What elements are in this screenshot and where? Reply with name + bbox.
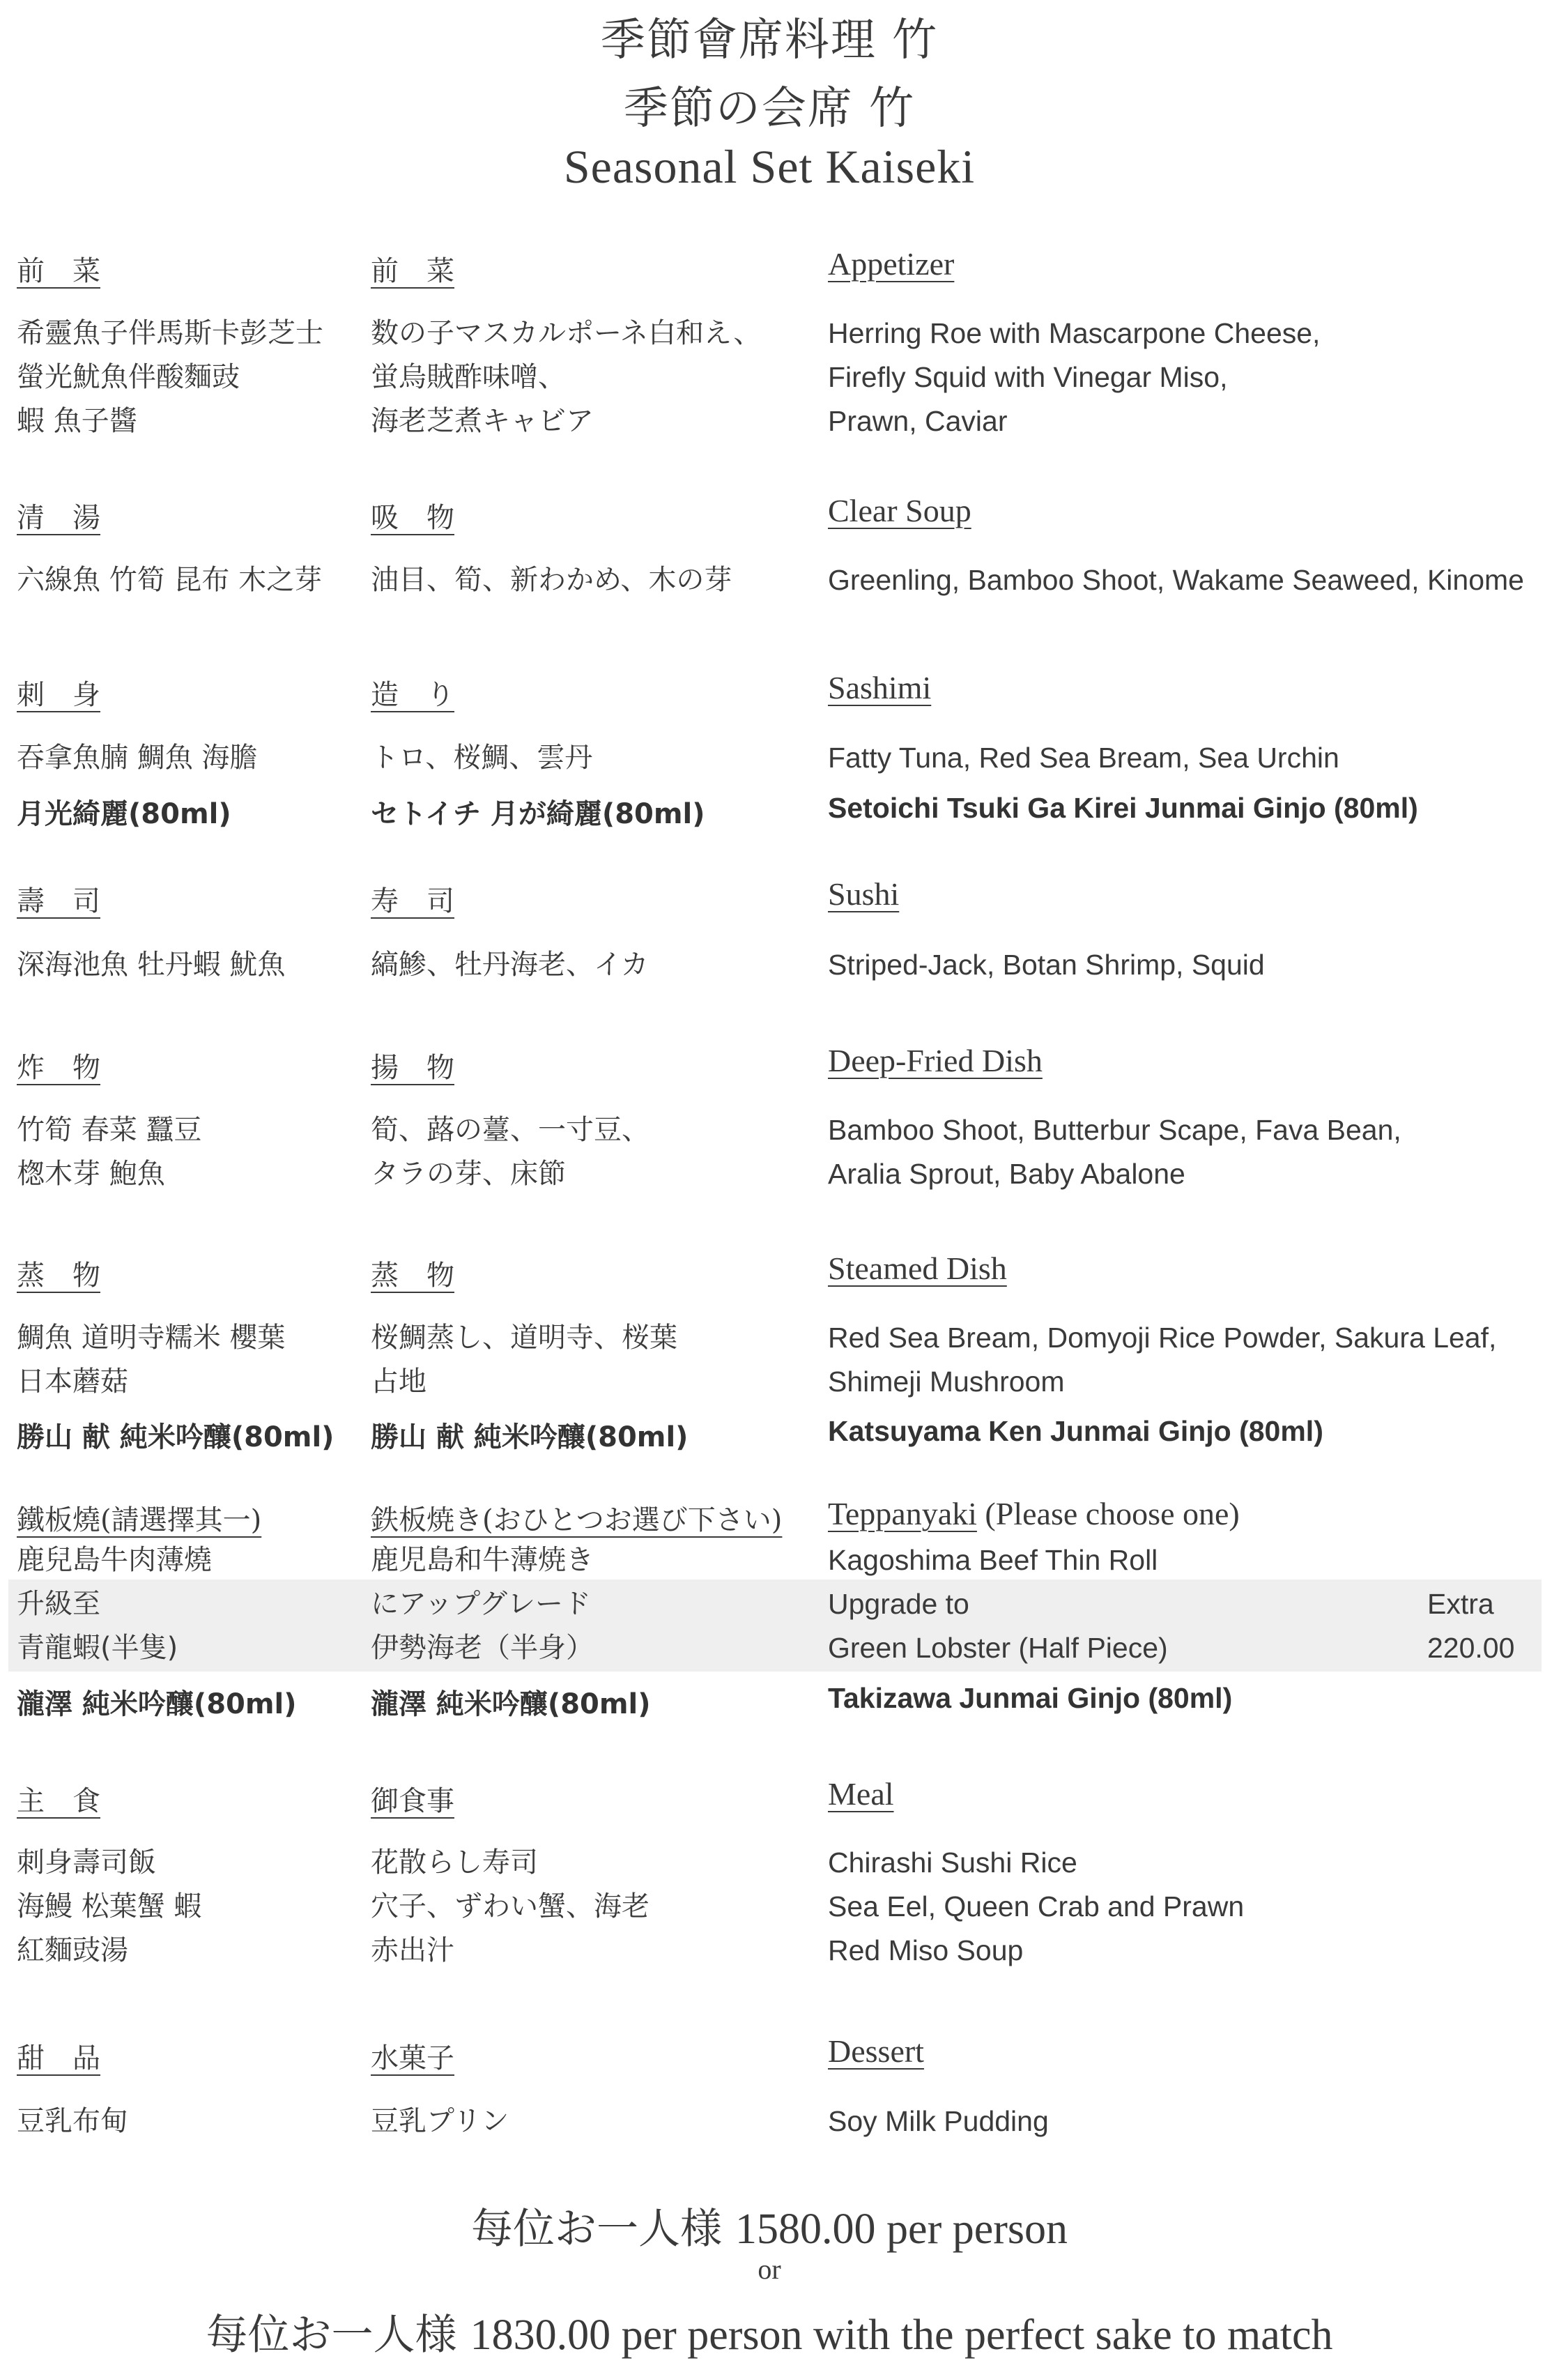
meal-heading-ja: 御食事	[371, 1785, 454, 1817]
meal-items-en: Chirashi Sushi Rice Sea Eel, Queen Crab and Prawn Red Miso Soup	[828, 1846, 1245, 1966]
upgrade-highlight-band	[8, 1580, 1542, 1672]
teppanyaki-upgrade-zh: 升級至 青龍蝦(半隻)	[17, 1588, 178, 1664]
steamed-heading-en: Steamed Dish	[828, 1251, 1007, 1286]
appetizer-heading-en: Appetizer	[828, 246, 955, 282]
sashimi-heading-zh: 刺 身	[17, 679, 100, 711]
price-or-separator: or	[758, 2254, 781, 2285]
title-japanese: 季節の会席 竹	[623, 83, 916, 135]
appetizer-items-zh: 希靈魚子伴馬斯卡彭芝士 螢光魷魚伴酸麵豉 蝦 魚子醬	[17, 317, 323, 437]
soup-heading-ja: 吸 物	[371, 502, 454, 534]
steamed-sake-ja: 勝山 献 純米吟釀(80ml)	[371, 1421, 689, 1453]
teppanyaki-heading-en	[828, 1495, 1240, 1532]
price-sake-label: 每位お一人様	[206, 2311, 470, 2360]
teppanyaki-heading-ja-title: 鉄板焼き	[371, 1504, 482, 1536]
soup-heading-en: Clear Soup	[828, 493, 971, 528]
appetizer-heading-zh: 前 菜	[17, 255, 100, 287]
dessert-items-zh: 豆乳布甸	[17, 2105, 128, 2137]
price-line-sake-pairing	[0, 2302, 1539, 2362]
steamed-items-ja: 桜鯛蒸し、道明寺、桜葉 占地	[371, 1322, 677, 1398]
steamed-heading-zh: 蒸 物	[17, 1260, 100, 1292]
dessert-items-ja: 豆乳プリン	[371, 2105, 509, 2137]
teppanyaki-sake-ja: 瀧澤 純米吟釀(80ml)	[371, 1688, 651, 1720]
teppanyaki-heading-zh	[17, 1498, 261, 1538]
teppanyaki-item-en: Kagoshima Beef Thin Roll	[828, 1544, 1158, 1576]
title-english: Seasonal Set Kaiseki	[563, 140, 976, 193]
sashimi-items-zh: 吞拿魚腩 鯛魚 海膽	[17, 742, 258, 774]
meal-heading-en: Meal	[828, 1776, 894, 1812]
dessert-heading-ja: 水菓子	[371, 2042, 454, 2074]
teppanyaki-upgrade-ja: にアップグレード 伊勢海老（半身）	[371, 1588, 594, 1664]
price-standard-label: 每位お一人様	[470, 2205, 736, 2254]
sashimi-sake-ja: セトイチ 月が綺麗(80ml)	[371, 798, 705, 830]
price-line-standard	[0, 2196, 1539, 2256]
sushi-items-en: Striped-Jack, Botan Shrimp, Squid	[828, 949, 1265, 981]
sashimi-sake-en: Setoichi Tsuki Ga Kirei Junmai Ginjo (80ml)	[828, 792, 1418, 824]
sashimi-heading-ja: 造 り	[371, 679, 454, 711]
meal-heading-zh: 主 食	[17, 1785, 100, 1817]
fried-heading-ja: 揚 物	[371, 1052, 454, 1084]
teppanyaki-heading-zh-title: 鐵板燒	[17, 1504, 100, 1536]
steamed-sake-en: Katsuyama Ken Junmai Ginjo (80ml)	[828, 1415, 1323, 1447]
appetizer-heading-ja: 前 菜	[371, 255, 454, 287]
teppanyaki-heading-zh-note: (請選擇其一)	[100, 1504, 262, 1536]
fried-heading-zh: 炸 物	[17, 1052, 100, 1084]
soup-items-en: Greenling, Bamboo Shoot, Wakame Seaweed, Kinome	[828, 564, 1524, 596]
teppanyaki-upgrade-en: Upgrade to Green Lobster (Half Piece)	[828, 1588, 1168, 1664]
dessert-heading-zh: 甜 品	[17, 2042, 100, 2074]
sushi-items-ja: 縞鯵、牡丹海老、イカ	[371, 949, 649, 981]
fried-items-ja: 筍、蕗の薹、一寸豆、 タラの芽、床節	[371, 1114, 650, 1190]
dessert-heading-en: Dessert	[828, 2033, 924, 2069]
fried-items-zh: 竹筍 春菜 蠶豆 楤木芽 鮑魚	[17, 1114, 202, 1190]
title-chinese: 季節會席料理 竹	[600, 15, 939, 66]
meal-items-ja: 花散らし寿司 穴子、ずわい蟹、海老 赤出汁	[371, 1846, 650, 1966]
teppanyaki-item-zh: 鹿兒島牛肉薄燒	[17, 1544, 212, 1576]
soup-items-zh: 六線魚 竹筍 昆布 木之芽	[17, 564, 323, 596]
teppanyaki-sake-en: Takizawa Junmai Ginjo (80ml)	[828, 1682, 1233, 1714]
steamed-items-en: Red Sea Bream, Domyoji Rice Powder, Sakura Leaf, Shimeji Mushroom	[828, 1322, 1497, 1398]
fried-heading-en: Deep-Fried Dish	[828, 1043, 1043, 1078]
sushi-heading-en: Sushi	[828, 876, 900, 912]
teppanyaki-heading-ja-note: (おひとつお選び下さい)	[482, 1504, 783, 1536]
price-standard-amount: 1580.00 per person	[735, 2205, 1068, 2253]
steamed-heading-ja: 蒸 物	[371, 1260, 454, 1292]
steamed-sake-zh: 勝山 献 純米吟釀(80ml)	[17, 1421, 335, 1453]
sashimi-heading-en: Sashimi	[828, 670, 932, 705]
sashimi-items-ja: トロ、桜鯛、雲丹	[371, 742, 593, 774]
teppanyaki-heading-en-note: (Please choose one)	[976, 1496, 1240, 1531]
fried-items-en: Bamboo Shoot, Butterbur Scape, Fava Bean, Aralia Sprout, Baby Abalone	[828, 1114, 1401, 1190]
sashimi-sake-zh: 月光綺麗(80ml)	[17, 798, 231, 830]
meal-items-zh: 刺身壽司飯 海鰻 松葉蟹 蝦 紅麵豉湯	[17, 1846, 202, 1966]
teppanyaki-heading-ja	[371, 1498, 782, 1538]
steamed-items-zh: 鯛魚 道明寺糯米 櫻葉 日本蘑菇	[17, 1322, 286, 1398]
sushi-items-zh: 深海池魚 牡丹蝦 魷魚	[17, 949, 286, 981]
dessert-items-en: Soy Milk Pudding	[828, 2105, 1049, 2137]
soup-items-ja: 油目、筍、新わかめ、木の芽	[371, 564, 732, 596]
sashimi-items-en: Fatty Tuna, Red Sea Bream, Sea Urchin	[828, 742, 1339, 774]
price-sake-amount: 1830.00 per person with the perfect sake to match	[470, 2311, 1333, 2359]
sushi-heading-zh: 壽 司	[17, 885, 100, 917]
teppanyaki-sake-zh: 瀧澤 純米吟釀(80ml)	[17, 1688, 297, 1720]
sushi-heading-ja: 寿 司	[371, 885, 454, 917]
soup-heading-zh: 清 湯	[17, 502, 100, 534]
teppanyaki-item-ja: 鹿児島和牛薄焼き	[371, 1544, 594, 1576]
teppanyaki-upgrade-price: Extra 220.00	[1427, 1588, 1515, 1664]
appetizer-items-ja: 数の子マスカルポーネ白和え、 蛍烏賊酢味噌、 海老芝煮キャビア	[371, 317, 762, 437]
teppanyaki-heading-en-title: Teppanyaki	[828, 1496, 977, 1531]
appetizer-items-en: Herring Roe with Mascarpone Cheese, Firefly Squid with Vinegar Miso, Prawn, Caviar	[828, 317, 1321, 437]
